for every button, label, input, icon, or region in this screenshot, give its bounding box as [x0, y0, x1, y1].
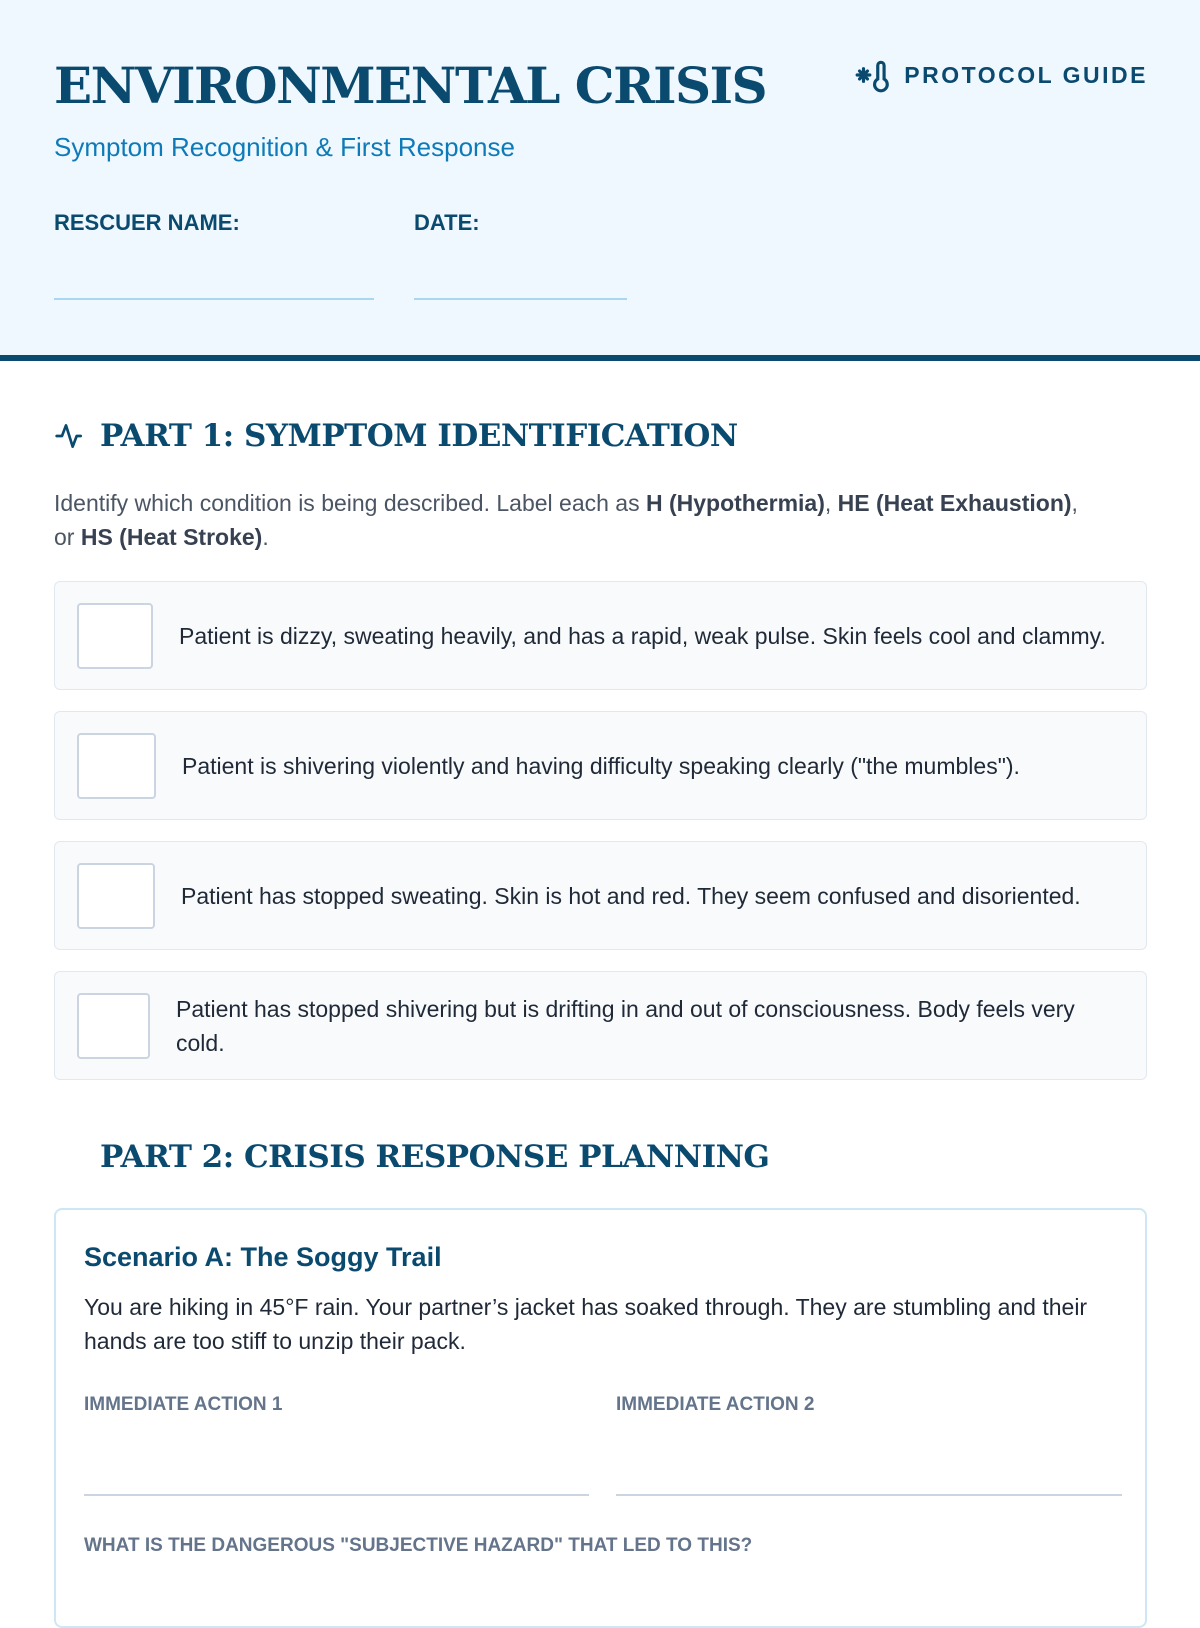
- scenario-title: Scenario A: The Soggy Trail: [84, 1242, 442, 1272]
- action1-label: IMMEDIATE ACTION 1: [84, 1394, 283, 1415]
- date-line[interactable]: [414, 298, 627, 300]
- symptom-text: Patient has stopped sweating. Skin is hot and red. They seem confused and disoriented.: [181, 882, 1081, 909]
- answer-box[interactable]: [77, 733, 156, 799]
- part2-heading: [100, 1139, 769, 1175]
- rescuer-name-label: RESCUER NAME:: [54, 210, 240, 235]
- answer-box[interactable]: [77, 993, 150, 1059]
- part1-heading: [54, 418, 738, 454]
- protocol-guide-badge: [854, 56, 1148, 94]
- header: [0, 0, 1200, 361]
- symptom-item: [54, 971, 1147, 1080]
- scenario-card: [54, 1208, 1147, 1628]
- hazard-label: WHAT IS THE DANGEROUS "SUBJECTIVE HAZARD" THAT LED TO THIS?: [84, 1535, 753, 1556]
- symptom-text: Patient is dizzy, sweating heavily, and has a rapid, weak pulse. Skin feels cool and clammy.: [179, 622, 1106, 649]
- page-title: ENVIRONMENTAL CRISIS: [54, 56, 767, 115]
- scenario-text: You are hiking in 45°F rain. Your partner’s jacket has soaked through. They are stumbling and their hands are too stiff to unzip their pack.: [84, 1294, 1088, 1354]
- symptom-text: Patient has stopped shivering but is drifting in and out of consciousness. Body feels very cold.: [176, 995, 1075, 1056]
- date-label: DATE:: [414, 210, 480, 235]
- answer-box[interactable]: [77, 863, 155, 929]
- symptom-text: Patient is shivering violently and having difficulty speaking clearly ("the mumbles").: [182, 752, 1020, 779]
- part1-instructions: Identify which condition is being described. Label each as H (Hypothermia), HE (Heat Exhaustion), or HS (Heat Stroke).: [54, 490, 1078, 550]
- answer-box[interactable]: [77, 603, 153, 669]
- symptom-item: [54, 711, 1147, 820]
- action1-input[interactable]: [84, 1494, 589, 1496]
- date-field[interactable]: [414, 210, 480, 236]
- rescuer-name-line[interactable]: [54, 298, 374, 300]
- part2-title: PART 2: CRISIS RESPONSE PLANNING: [100, 1139, 770, 1175]
- action2-label: IMMEDIATE ACTION 2: [616, 1394, 815, 1415]
- activity-icon: [54, 420, 86, 452]
- action2-input[interactable]: [616, 1494, 1122, 1496]
- snowflake-thermometer-icon: [854, 56, 892, 94]
- symptom-item: [54, 581, 1147, 690]
- rescuer-name-field[interactable]: [54, 210, 240, 236]
- part1-title: PART 1: SYMPTOM IDENTIFICATION: [100, 418, 738, 454]
- page-subtitle: Symptom Recognition & First Response: [54, 132, 515, 162]
- symptom-item: [54, 841, 1147, 950]
- protocol-guide-label: PROTOCOL GUIDE: [904, 61, 1148, 88]
